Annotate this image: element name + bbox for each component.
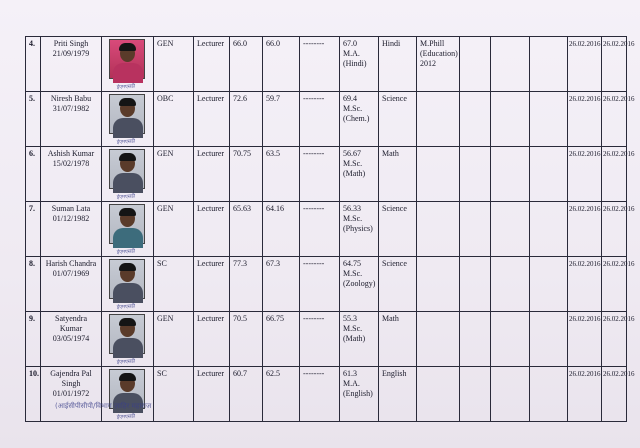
extra-qualification (417, 37, 460, 92)
empty-cell (491, 367, 530, 422)
teaching-subject: Science (379, 92, 417, 147)
pg-degree: M.Sc. (343, 214, 363, 223)
serial-number: 7. (26, 202, 41, 257)
photo-cell (102, 367, 154, 422)
empty-cell (530, 202, 568, 257)
empty-cell (460, 257, 491, 312)
empty-cell (460, 92, 491, 147)
empty-cell (460, 367, 491, 422)
empty-cell (530, 147, 568, 202)
table-row (26, 257, 627, 312)
candidate-photo (109, 149, 145, 189)
marks-1: 70.75 (230, 147, 263, 202)
photo-cell (102, 147, 154, 202)
official-stamp: ईएमएसडी (116, 413, 136, 421)
table-row (26, 202, 627, 257)
pg-subject: (Zoology) (343, 279, 376, 288)
pg-degree: M.Sc. (343, 104, 363, 113)
pg-subject: (Math) (343, 334, 366, 343)
serial-number: 9. (26, 312, 41, 367)
pg-percent: 67.0 (343, 39, 357, 48)
pg-percent: 56.67 (343, 149, 361, 158)
category: GEN (154, 202, 194, 257)
pg-percent: 55.3 (343, 314, 357, 323)
candidate-name: Gajendra Pal Singh (50, 369, 92, 388)
date-2: 26.02.2016 (602, 257, 627, 312)
candidate-photo (109, 94, 145, 134)
extra-degree: M.Phill (420, 39, 445, 48)
marks-2: 64.16 (263, 202, 300, 257)
pg-percent: 56.33 (343, 204, 361, 213)
marks-1: 60.7 (230, 367, 263, 422)
candidate-name: Suman Lata (51, 204, 91, 213)
date-1: 26.02.2016 (568, 92, 602, 147)
category: GEN (154, 37, 194, 92)
serial-number: 4. (26, 37, 41, 92)
date-2: 26.02.2016 (602, 92, 627, 147)
marks-1: 72.6 (230, 92, 263, 147)
extra-qualification (417, 367, 460, 422)
footer-stamp-text: (आईसीपीसीपी/विभाग ज़ाहिर महाराज (55, 402, 152, 410)
table-row (26, 92, 627, 147)
post: Lecturer (194, 312, 230, 367)
official-stamp: ईएमएसडी (116, 193, 136, 201)
date-1: 26.02.2016 (568, 257, 602, 312)
candidate-name: Priti Singh (53, 39, 89, 48)
pg-subject: (English) (343, 389, 373, 398)
pg-cell (340, 257, 379, 312)
post: Lecturer (194, 367, 230, 422)
photo-cell (102, 257, 154, 312)
teaching-subject: Math (379, 147, 417, 202)
teaching-subject: Science (379, 202, 417, 257)
empty-cell (530, 312, 568, 367)
official-stamp: ईएमएसडी (116, 358, 136, 366)
serial-number: 8. (26, 257, 41, 312)
official-stamp: ईएमएसडी (116, 83, 136, 91)
extra-qualification (417, 257, 460, 312)
marks-dash: -------- (300, 147, 340, 202)
marks-2: 66.0 (263, 37, 300, 92)
serial-number: 5. (26, 92, 41, 147)
table-row (26, 312, 627, 367)
extra-year: 2012 (420, 59, 436, 68)
teaching-subject: Math (379, 312, 417, 367)
date-2: 26.02.2016 (602, 312, 627, 367)
candidate-photo (109, 314, 145, 354)
table-row (26, 367, 627, 422)
empty-cell (530, 37, 568, 92)
empty-cell (460, 202, 491, 257)
date-1: 26.02.2016 (568, 367, 602, 422)
date-of-birth: 03/05/1974 (52, 334, 90, 343)
empty-cell (460, 147, 491, 202)
date-2: 26.02.2016 (602, 202, 627, 257)
candidate-name-cell (41, 92, 102, 147)
pg-percent: 61.3 (343, 369, 357, 378)
date-1: 26.02.2016 (568, 147, 602, 202)
marks-dash: -------- (300, 37, 340, 92)
candidate-name: Harish Chandra (45, 259, 97, 268)
extra-qualification (417, 147, 460, 202)
pg-degree: M.A. (343, 379, 360, 388)
date-1: 26.02.2016 (568, 202, 602, 257)
candidate-photo (109, 259, 145, 299)
table-row (26, 147, 627, 202)
extra-subject: (Education) (420, 49, 458, 58)
date-1: 26.02.2016 (568, 37, 602, 92)
official-stamp: ईएमएसडी (116, 138, 136, 146)
post: Lecturer (194, 147, 230, 202)
post: Lecturer (194, 92, 230, 147)
marks-dash: -------- (300, 202, 340, 257)
marks-dash: -------- (300, 257, 340, 312)
teaching-subject: Science (379, 257, 417, 312)
empty-cell (530, 367, 568, 422)
candidate-name: Niresh Babu (50, 94, 92, 103)
category: GEN (154, 147, 194, 202)
empty-cell (460, 37, 491, 92)
date-of-birth: 01/01/1972 (52, 389, 90, 398)
marks-2: 66.75 (263, 312, 300, 367)
category: OBC (154, 92, 194, 147)
marks-1: 66.0 (230, 37, 263, 92)
date-2: 26.02.2016 (602, 367, 627, 422)
date-of-birth: 21/09/1979 (52, 49, 90, 58)
pg-cell (340, 147, 379, 202)
post: Lecturer (194, 257, 230, 312)
candidate-name-cell (41, 257, 102, 312)
photo-cell (102, 312, 154, 367)
extra-qualification (417, 312, 460, 367)
marks-dash: -------- (300, 367, 340, 422)
extra-qualification (417, 92, 460, 147)
category: GEN (154, 312, 194, 367)
pg-cell (340, 202, 379, 257)
empty-cell (460, 312, 491, 367)
empty-cell (530, 257, 568, 312)
candidate-name-cell (41, 37, 102, 92)
marks-2: 63.5 (263, 147, 300, 202)
pg-subject: (Hindi) (343, 59, 367, 68)
official-stamp: ईएमएसडी (116, 303, 136, 311)
empty-cell (491, 257, 530, 312)
empty-cell (530, 92, 568, 147)
candidate-photo (109, 204, 145, 244)
photo-cell (102, 37, 154, 92)
pg-cell (340, 312, 379, 367)
marks-dash: -------- (300, 92, 340, 147)
pg-degree: M.Sc. (343, 324, 363, 333)
marks-2: 67.3 (263, 257, 300, 312)
post: Lecturer (194, 202, 230, 257)
pg-cell (340, 367, 379, 422)
empty-cell (491, 312, 530, 367)
date-of-birth: 01/12/1982 (52, 214, 90, 223)
serial-number: 10. (26, 367, 41, 422)
candidate-name: Ashish Kumar (47, 149, 95, 158)
photo-cell (102, 202, 154, 257)
candidate-name-cell (41, 367, 102, 422)
date-2: 26.02.2016 (602, 147, 627, 202)
extra-qualification (417, 202, 460, 257)
empty-cell (491, 147, 530, 202)
teaching-subject: English (379, 367, 417, 422)
marks-2: 59.7 (263, 92, 300, 147)
pg-degree: M.Sc. (343, 269, 363, 278)
candidate-photo (109, 39, 145, 79)
post: Lecturer (194, 37, 230, 92)
empty-cell (491, 202, 530, 257)
pg-percent: 69.4 (343, 94, 357, 103)
candidate-name-cell (41, 312, 102, 367)
date-2: 26.02.2016 (602, 37, 627, 92)
pg-cell (340, 92, 379, 147)
category: SC (154, 367, 194, 422)
candidate-name: Satyendra Kumar (55, 314, 87, 333)
pg-subject: (Math) (343, 169, 366, 178)
photo-cell (102, 92, 154, 147)
pg-cell (340, 37, 379, 92)
date-of-birth: 01/07/1969 (52, 269, 90, 278)
marks-dash: -------- (300, 312, 340, 367)
marks-1: 77.3 (230, 257, 263, 312)
marks-1: 70.5 (230, 312, 263, 367)
date-of-birth: 31/07/1982 (52, 104, 90, 113)
candidate-table (25, 36, 635, 422)
category: SC (154, 257, 194, 312)
empty-cell (491, 37, 530, 92)
marks-1: 65.63 (230, 202, 263, 257)
marks-2: 62.5 (263, 367, 300, 422)
serial-number: 6. (26, 147, 41, 202)
candidate-name-cell (41, 147, 102, 202)
pg-subject: (Chem.) (343, 114, 370, 123)
table-body (26, 37, 635, 422)
date-1: 26.02.2016 (568, 312, 602, 367)
candidate-name-cell (41, 202, 102, 257)
pg-degree: M.A. (343, 49, 360, 58)
pg-degree: M.Sc. (343, 159, 363, 168)
empty-cell (491, 92, 530, 147)
teaching-subject: Hindi (379, 37, 417, 92)
pg-percent: 64.75 (343, 259, 361, 268)
table-row (26, 37, 627, 92)
date-of-birth: 15/02/1978 (52, 159, 90, 168)
pg-subject: (Physics) (343, 224, 373, 233)
official-stamp: ईएमएसडी (116, 248, 136, 256)
